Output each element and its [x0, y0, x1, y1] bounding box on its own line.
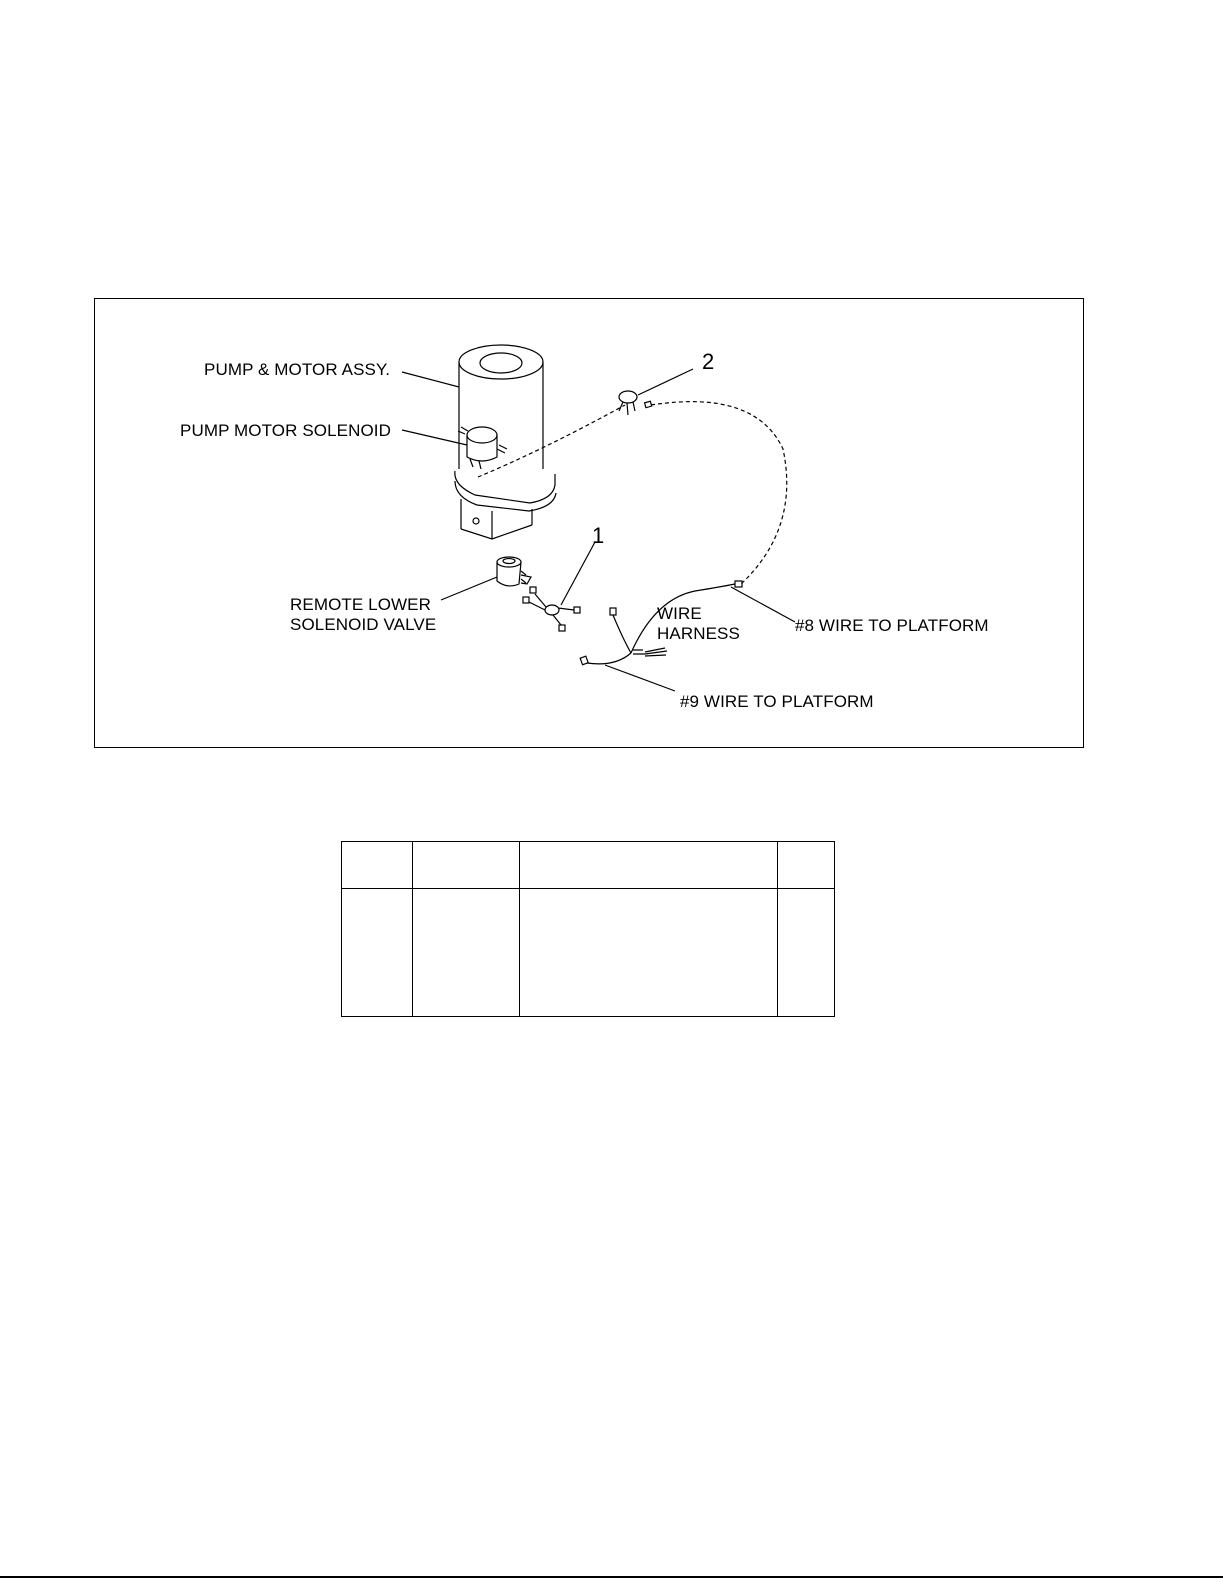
connector-1-drawing: [523, 587, 580, 631]
cell-description: [520, 889, 778, 1017]
label-pump-motor-assy: PUMP & MOTOR ASSY.: [204, 360, 391, 379]
header-cell-item: [342, 842, 413, 889]
header-cell-part-number: [413, 842, 520, 889]
page-bottom-rule: [0, 1576, 1223, 1578]
table-row: [342, 889, 835, 1017]
label-remote-lower-line2: SOLENOID VALVE: [290, 615, 437, 634]
label-pump-motor-solenoid: PUMP MOTOR SOLENOID: [180, 421, 391, 440]
figure-frame: [94, 298, 1084, 748]
dashed-wire-solenoid: [478, 405, 625, 477]
header-cell-description: [520, 842, 778, 889]
connector-2-drawing: [619, 391, 652, 415]
remote-lower-solenoid-drawing: [497, 557, 531, 586]
dashed-wire-loop: [651, 402, 787, 585]
callout-number-1: 1: [592, 523, 605, 548]
cell-item: [342, 889, 413, 1017]
parts-table: [341, 841, 835, 1017]
label-wire-harness-line1: WIRE: [657, 604, 702, 623]
callout-number-2: 2: [702, 349, 715, 374]
cell-part-number: [413, 889, 520, 1017]
header-cell-qty: [778, 842, 835, 889]
label-wire8: #8 WIRE TO PLATFORM: [795, 616, 989, 635]
cell-qty: [778, 889, 835, 1017]
label-wire9: #9 WIRE TO PLATFORM: [680, 692, 874, 711]
label-wire-harness-line2: HARNESS: [657, 624, 740, 643]
label-remote-lower-line1: REMOTE LOWER: [290, 595, 431, 614]
parts-table-header-row: [342, 842, 835, 889]
pump-motor-assembly-drawing: [455, 345, 556, 539]
